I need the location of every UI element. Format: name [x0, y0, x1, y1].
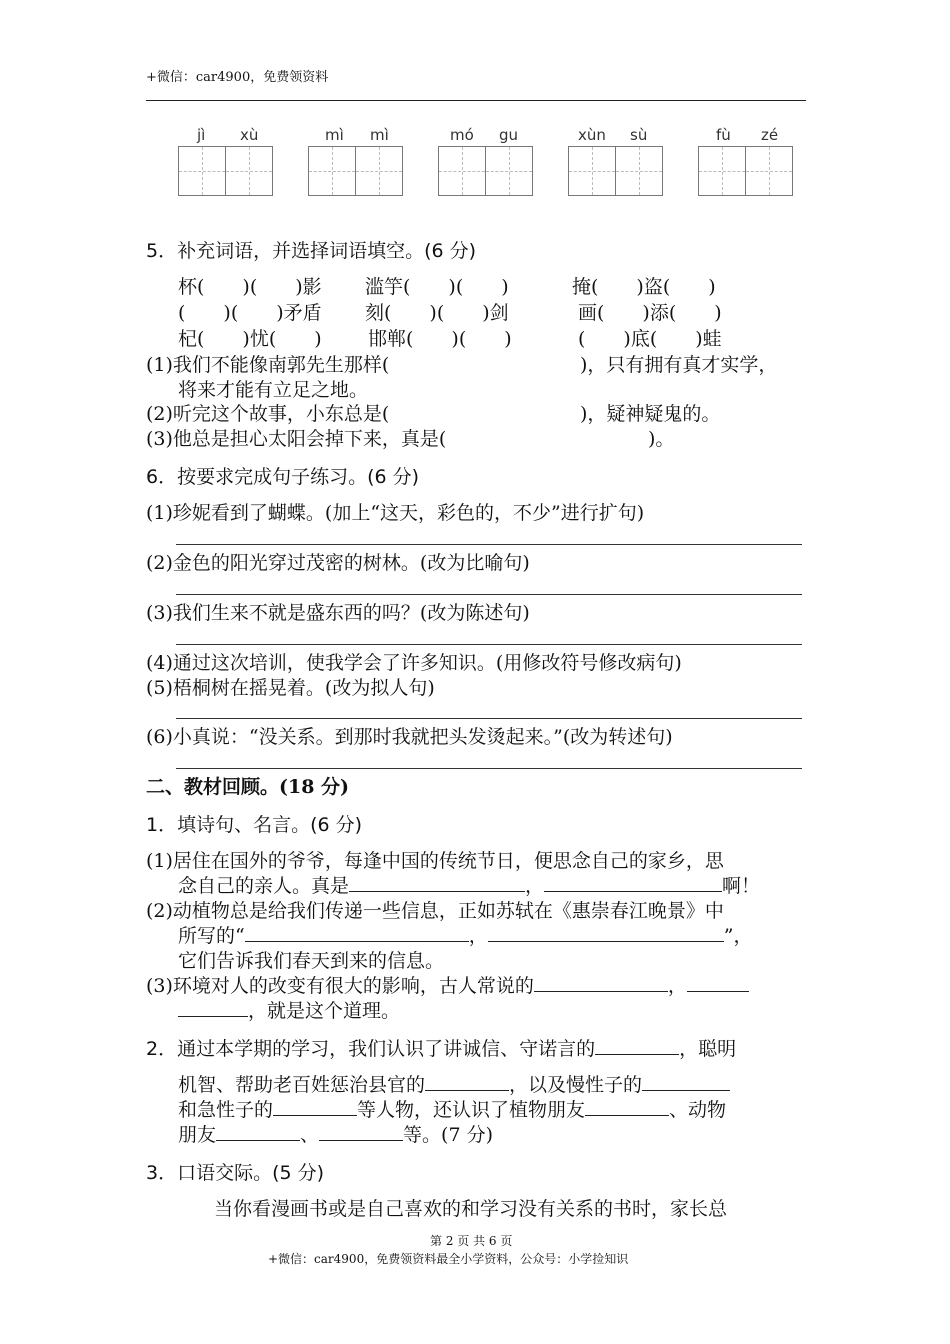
- fill-blank[interactable]: [319, 1122, 403, 1141]
- writing-grid[interactable]: [698, 146, 793, 196]
- footer-promo: +微信：car4900，免费领资料最全小学资料，公众号：小学捡知识: [268, 1252, 629, 1266]
- s2-q2-line-1: 2．通过本学期的学习，我们认识了讲诚信、守诺言的 ，聪明: [146, 1038, 737, 1060]
- s2-q2-line-2: 机智、帮助老百姓惩治县官的 ，以及慢性子的: [178, 1070, 730, 1097]
- s2-q1-item-3-cont: ，就是这个道理。: [178, 996, 400, 1023]
- q6-item-5: (5)梧桐树在摇晃着。(改为拟人句): [146, 677, 435, 699]
- fill-blank[interactable]: [544, 873, 722, 892]
- q5-word: ( )( )矛盾: [178, 302, 322, 324]
- section-2-title: 二、教材回顾。(18 分): [146, 776, 350, 798]
- q6-item-6: (6)小真说：“没关系。到那时我就把头发烫起来。”(改为转述句): [146, 726, 673, 748]
- fill-blank[interactable]: [245, 923, 469, 942]
- fill-blank[interactable]: [488, 923, 724, 942]
- q5-word: 滥竽( )( ): [365, 276, 509, 298]
- s2-q1-item-2-tail: 它们告诉我们春天到来的信息。: [178, 950, 445, 972]
- q5-word: ( )底( )蛙: [578, 328, 722, 350]
- fill-blank[interactable]: [687, 973, 749, 992]
- fill-blank[interactable]: [273, 1097, 357, 1116]
- pinyin-label: zé: [761, 126, 779, 144]
- q5-word: 邯郸( )( ): [368, 328, 512, 350]
- q5-sentence-1-cont: 将来才能有立足之地。: [178, 379, 369, 401]
- s2-q3-title: 3．口语交际。(5 分): [146, 1162, 325, 1184]
- pinyin-label: sù: [630, 126, 648, 144]
- fill-blank[interactable]: [349, 873, 525, 892]
- header-text: +微信：car4900，免费领资料: [146, 70, 329, 85]
- page-number: 第 2 页 共 6 页: [430, 1234, 513, 1248]
- q5-word: 杯( )( )影: [178, 276, 322, 298]
- answer-line[interactable]: [176, 644, 802, 645]
- s2-q1-title: 1．填诗句、名言。(6 分): [146, 814, 363, 836]
- q5-word: 杞( )忧( ): [178, 328, 322, 350]
- s2-q1-item-2-cont: 所写的“ ， ”，: [178, 925, 753, 947]
- s2-q2-line-4: 朋友 、 等。(7 分): [178, 1124, 493, 1146]
- s2-q1-item-3: (3)环境对人的改变有很大的影响，古人常说的 ，: [146, 971, 749, 998]
- writing-grid[interactable]: [438, 146, 533, 196]
- pinyin-label: mì: [325, 126, 344, 144]
- s2-q1-item-1-cont: 念自己的亲人。真是 ， 啊！: [178, 875, 761, 897]
- q5-sentence-2-end: )，疑神疑鬼的。: [580, 403, 721, 425]
- pinyin-label: mì: [370, 126, 389, 144]
- pinyin-label: fù: [716, 126, 731, 144]
- fill-blank[interactable]: [585, 1097, 669, 1116]
- q6-item-1: (1)珍妮看到了蝴蝶。(加上“这天，彩色的，不少”进行扩句): [146, 502, 645, 524]
- s2-q1-item-1: (1)居住在国外的爷爷，每逢中国的传统节日，便思念自己的家乡，思: [146, 850, 724, 872]
- fill-blank[interactable]: [642, 1072, 730, 1091]
- q6-item-4: (4)通过这次培训，使我学会了许多知识。(用修改符号修改病句): [146, 652, 682, 674]
- fill-blank[interactable]: [425, 1072, 509, 1091]
- pinyin-label: jì: [197, 126, 206, 144]
- fill-blank[interactable]: [216, 1122, 300, 1141]
- s2-q2-line-3: 和急性子的 等人物，还认识了植物朋友 、动物: [178, 1099, 727, 1121]
- answer-line[interactable]: [176, 594, 802, 595]
- pinyin-label: xùn: [578, 126, 606, 144]
- header-rule: [146, 100, 806, 101]
- q5-word: 掩( )盗( ): [572, 276, 716, 298]
- answer-line[interactable]: [176, 718, 802, 719]
- fill-blank[interactable]: [534, 973, 668, 992]
- answer-line[interactable]: [176, 768, 802, 769]
- q5-sentence-1: (1)我们不能像南郭先生那样(: [146, 354, 390, 376]
- s2-q1-item-2: (2)动植物总是给我们传递一些信息，正如苏轼在《惠崇春江晚景》中: [146, 900, 724, 922]
- q5-word: 刻( )( )剑: [365, 302, 509, 324]
- q6-item-2: (2)金色的阳光穿过茂密的树林。(改为比喻句): [146, 552, 530, 574]
- s2-q3-text: 当你看漫画书或是自己喜欢的和学习没有关系的书时，家长总: [214, 1198, 728, 1220]
- q5-title: 5．补充词语，并选择词语填空。(6 分): [146, 240, 477, 262]
- pinyin-label: xù: [240, 126, 259, 144]
- writing-grid[interactable]: [308, 146, 403, 196]
- fill-blank[interactable]: [178, 998, 248, 1017]
- q5-sentence-2: (2)听完这个故事，小东总是(: [146, 403, 390, 425]
- q5-sentence-3-end: )。: [648, 428, 675, 450]
- q5-sentence-1-end: )，只有拥有真才实学，: [580, 354, 778, 376]
- q5-word: 画( )添( ): [578, 302, 722, 324]
- pinyin-label: gu: [499, 126, 519, 144]
- fill-blank[interactable]: [595, 1036, 679, 1055]
- q5-sentence-3: (3)他总是担心太阳会掉下来，真是(: [146, 428, 447, 450]
- pinyin-label: mó: [450, 126, 474, 144]
- writing-grid[interactable]: [568, 146, 663, 196]
- writing-grid[interactable]: [178, 146, 273, 196]
- q6-title: 6．按要求完成句子练习。(6 分): [146, 466, 420, 488]
- answer-line[interactable]: [176, 544, 802, 545]
- q6-item-3: (3)我们生来不就是盛东西的吗？(改为陈述句): [146, 602, 530, 624]
